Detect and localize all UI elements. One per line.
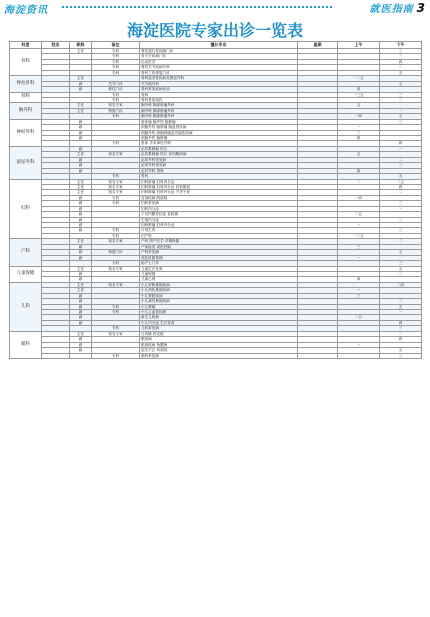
specialty-cell: 宫颈疾病 阴道镜 bbox=[140, 195, 298, 200]
title-cell: 主任 bbox=[70, 103, 92, 108]
specialty-cell: 骨科退变性疾病及微创外科 bbox=[140, 76, 298, 81]
afternoon-cell: 一 bbox=[380, 206, 422, 211]
col-note: 备注 bbox=[92, 42, 140, 49]
morning-cell: 一四 bbox=[338, 114, 380, 119]
title-cell: 副 bbox=[70, 348, 92, 353]
note-cell: 专科 bbox=[92, 141, 140, 146]
title-cell: 副 bbox=[70, 212, 92, 217]
afternoon-cell: 二四 bbox=[380, 282, 422, 287]
specialty-cell: 产科常见病 bbox=[140, 250, 298, 255]
afternoon-cell: 三 bbox=[380, 261, 422, 266]
schedule-table bbox=[9, 41, 422, 359]
specialty-cell: 新生儿疾病 bbox=[140, 315, 298, 320]
title-cell: 副 bbox=[70, 299, 92, 304]
specialty-cell: 小儿肾脏疾病 bbox=[140, 293, 298, 298]
morning-cell: 一四 bbox=[338, 195, 380, 200]
afternoon-cell: 五 bbox=[380, 348, 422, 353]
afternoon-cell: 三 bbox=[380, 326, 422, 331]
page-header bbox=[0, 0, 430, 14]
afternoon-cell: 三 bbox=[380, 353, 422, 358]
specialty-cell: 眼表疾病 角膜病 bbox=[140, 342, 298, 347]
title-cell bbox=[70, 353, 92, 358]
specialty-cell: 小儿呼吸系统疾病 bbox=[140, 282, 298, 287]
note-cell: 专科 bbox=[92, 97, 140, 102]
specialty-cell: 产前检查 高危妊娠 bbox=[140, 244, 298, 249]
col-afternoon: 下午 bbox=[380, 42, 422, 49]
note-cell: 专科 bbox=[92, 195, 140, 200]
note-cell: 特需门诊 bbox=[92, 250, 140, 255]
afternoon-cell: 二 bbox=[380, 299, 422, 304]
title-cell: 副 bbox=[70, 168, 92, 173]
dept-cell: 产科 bbox=[10, 239, 42, 266]
note-cell: 知名专家 bbox=[92, 103, 140, 108]
afternoon-cell: 三 bbox=[380, 49, 422, 54]
afternoon-cell: 二 bbox=[380, 331, 422, 336]
specialty-cell: 妇科肿瘤 妇科内分泌 不孕不育 bbox=[140, 190, 298, 195]
title-cell: 副 bbox=[70, 255, 92, 260]
col-name: 姓名 bbox=[42, 42, 70, 49]
table-row bbox=[10, 353, 422, 358]
morning-cell: 四 bbox=[338, 168, 380, 173]
note-cell: 脊柱门诊 bbox=[92, 87, 140, 92]
title-cell: 副 bbox=[70, 228, 92, 233]
specialty-cell: 妇科内分泌 bbox=[140, 206, 298, 211]
specialty-cell: 泌尿系肿瘤 结石 前列腺疾病 bbox=[140, 152, 298, 157]
title-cell: 副 bbox=[70, 81, 92, 86]
title-cell: 副 bbox=[70, 217, 92, 222]
title-cell: 主任 bbox=[70, 76, 92, 81]
title-cell: 副 bbox=[70, 206, 92, 211]
note-cell: 知名专家 bbox=[92, 190, 140, 195]
morning-cell: 一 bbox=[338, 125, 380, 130]
title-cell: 主任 bbox=[70, 266, 92, 271]
afternoon-cell: 四 bbox=[380, 141, 422, 146]
note-cell: 知名专家 bbox=[92, 282, 140, 287]
title-cell: 主任 bbox=[70, 49, 92, 54]
morning-cell: 四 bbox=[338, 87, 380, 92]
afternoon-cell: 二 bbox=[380, 157, 422, 162]
title-cell: 副 bbox=[70, 157, 92, 162]
afternoon-cell: 一 bbox=[380, 108, 422, 113]
page-title: 海淀医院专家出诊一览表 bbox=[126, 21, 303, 40]
dept-cell: 脊柱骨科 bbox=[10, 76, 42, 92]
title-cell: 副 bbox=[70, 223, 92, 228]
specialty-cell: 儿童心理 bbox=[140, 277, 298, 282]
morning-cell: 五 bbox=[338, 152, 380, 157]
specialty-cell: 颅脑外伤 脑肿瘤 脑血管疾病 bbox=[140, 125, 298, 130]
specialty-cell: 骨科骨质疏松 bbox=[140, 97, 298, 102]
specialty-cell: 小儿神经系统疾病 bbox=[140, 299, 298, 304]
afternoon-cell: 五 bbox=[380, 114, 422, 119]
note-cell: 专科 bbox=[92, 233, 140, 238]
specialty-cell: 计划生育 bbox=[140, 228, 298, 233]
morning-cell: 二 bbox=[338, 130, 380, 135]
title-cell: 副 bbox=[70, 125, 92, 130]
afternoon-cell: 五 bbox=[380, 81, 422, 86]
specialty-cell: 眼科常见病 bbox=[140, 353, 298, 358]
title-cell: 副 bbox=[70, 146, 92, 151]
title-cell: 副 bbox=[70, 293, 92, 298]
specialty-cell: 颅脑外伤 脑肿瘤 bbox=[140, 136, 298, 141]
note-cell: 专科 bbox=[92, 326, 140, 331]
morning-cell: 五 bbox=[338, 103, 380, 108]
title-cell: 副 bbox=[70, 163, 92, 168]
morning-cell: 一二五 bbox=[338, 233, 380, 238]
col-dept: 科室 bbox=[10, 42, 42, 49]
title-cell: 主任 bbox=[70, 184, 92, 189]
title-cell: 副 bbox=[70, 130, 92, 135]
specialty-cell: 胸外科 胸部肿瘤外科 bbox=[140, 108, 298, 113]
header-rule bbox=[62, 6, 332, 8]
note-cell: 知名专家 bbox=[92, 266, 140, 271]
specialty-cell: 白内障 青光眼 bbox=[140, 331, 298, 336]
specialty-cell: 胸外科 胸部肿瘤外科 bbox=[140, 103, 298, 108]
morning-cell: 三 bbox=[338, 244, 380, 249]
afternoon-cell: 五 bbox=[380, 70, 422, 75]
note-cell: 知名专家 bbox=[92, 184, 140, 189]
title-cell: 主任 bbox=[70, 288, 92, 293]
afternoon-cell: 四 bbox=[380, 337, 422, 342]
note-cell: 专科 bbox=[92, 353, 140, 358]
note-cell: 专科 bbox=[92, 65, 140, 70]
note-cell: 特需门诊 bbox=[92, 108, 140, 113]
afternoon-cell: 一 bbox=[380, 310, 422, 315]
specialty-cell: 垂体 手术神经外科 bbox=[140, 141, 298, 146]
col-title: 职称 bbox=[70, 42, 92, 49]
specialty-cell: 骨关节疾病门诊 bbox=[140, 54, 298, 59]
note-cell: 专科 bbox=[92, 70, 140, 75]
morning-cell: 四 bbox=[338, 136, 380, 141]
title-cell: 副 bbox=[70, 87, 92, 92]
afternoon-cell: 一 bbox=[380, 146, 422, 151]
specialty-cell: 小儿内分泌 生长发育 bbox=[140, 320, 298, 325]
morning-cell: 一 bbox=[338, 342, 380, 347]
afternoon-cell: 二 bbox=[380, 97, 422, 102]
morning-cell: 一 bbox=[338, 255, 380, 260]
specialty-cell: 助产士门诊 bbox=[140, 261, 298, 266]
specialty-cell: 小儿心血管疾病 bbox=[140, 310, 298, 315]
title-cell: 副 bbox=[70, 250, 92, 255]
title-cell: 副 bbox=[70, 136, 92, 141]
dept-cell: 妇科 bbox=[10, 179, 42, 239]
afternoon-cell: 三 bbox=[380, 201, 422, 206]
afternoon-cell: 三 bbox=[380, 163, 422, 168]
dept-cell: 泌尿外科 bbox=[10, 146, 42, 179]
afternoon-cell: 二 bbox=[380, 271, 422, 276]
title-cell: 副 bbox=[70, 320, 92, 325]
morning-cell bbox=[338, 353, 380, 358]
title-cell: 副 bbox=[70, 244, 92, 249]
morning-cell: 一 bbox=[338, 223, 380, 228]
section-label: 海淀资讯 bbox=[4, 5, 48, 16]
morning-cell: 二五 bbox=[338, 315, 380, 320]
specialty-cell: 产科 围产医学 孕期保健 bbox=[140, 239, 298, 244]
specialty-cell: 脊柱退行性疾病门诊 bbox=[140, 49, 298, 54]
afternoon-cell: 五 bbox=[380, 174, 422, 179]
note-cell: 知名专家 bbox=[92, 331, 140, 336]
morning-cell: 四 bbox=[338, 277, 380, 282]
title-cell: 主任 bbox=[70, 152, 92, 157]
afternoon-cell: 五 bbox=[380, 250, 422, 255]
title-cell: 副 bbox=[70, 119, 92, 124]
title-cell: 副 bbox=[70, 315, 92, 320]
dept-cell: 骨科 bbox=[10, 49, 42, 76]
note-cell: 专科 bbox=[92, 201, 140, 206]
specialty-cell: 屈光不正 斜弱视 bbox=[140, 348, 298, 353]
specialty-cell: 儿童生长发育 bbox=[140, 266, 298, 271]
note-cell: 专科 bbox=[92, 261, 140, 266]
col-morning: 上午 bbox=[338, 42, 380, 49]
morning-cell: 三 bbox=[338, 293, 380, 298]
name-cell bbox=[42, 353, 70, 358]
note-cell: 专科 bbox=[92, 114, 140, 119]
note-cell: 知名专家 bbox=[92, 152, 140, 157]
title-cell: 副 bbox=[70, 195, 92, 200]
note-cell: 知名专家 bbox=[92, 239, 140, 244]
afternoon-cell: 五 bbox=[380, 304, 422, 309]
afternoon-cell: 三 bbox=[380, 92, 422, 97]
title-cell: 副 bbox=[70, 337, 92, 342]
col-weekday: 星期 bbox=[298, 42, 338, 49]
specialty-cell: 高危妊娠管理 bbox=[140, 255, 298, 260]
specialty-cell: 骨科工伤康复门诊 bbox=[140, 70, 298, 75]
dept-cell: 胸外科 bbox=[10, 103, 42, 119]
specialty-cell: 泌尿外科常见病 bbox=[140, 157, 298, 162]
specialty-cell: 脊柱关节疾病专科 bbox=[140, 65, 298, 70]
morning-cell: 二 bbox=[338, 179, 380, 184]
title-cell: 副 bbox=[70, 304, 92, 309]
note-cell: 专科 bbox=[92, 228, 140, 233]
afternoon-cell: 四 bbox=[380, 320, 422, 325]
note-cell: 专科 bbox=[92, 310, 140, 315]
note-cell: 专科 bbox=[92, 174, 140, 179]
title-cell: 副 bbox=[70, 342, 92, 347]
specialty-cell: 儿童保健 bbox=[140, 271, 298, 276]
title-cell: 副 bbox=[70, 277, 92, 282]
col-specialty: 擅长专业 bbox=[140, 42, 298, 49]
title-cell: 主任 bbox=[70, 190, 92, 195]
specialty-cell: 泌尿系肿瘤 结石 bbox=[140, 146, 298, 151]
section-tag bbox=[370, 0, 426, 15]
dept-cell: 儿科 bbox=[10, 282, 42, 331]
afternoon-cell: 三 bbox=[380, 228, 422, 233]
specialty-cell: 骨科常见疾病诊治 bbox=[140, 87, 298, 92]
note-cell: 专科 bbox=[92, 49, 140, 54]
specialty-cell: 眼底病 bbox=[140, 337, 298, 342]
title-cell: 主任 bbox=[70, 239, 92, 244]
section-tag-text: 就医指南 bbox=[369, 4, 414, 15]
specialty-cell: 妇科常见病 bbox=[140, 201, 298, 206]
note-cell: 关节门诊 bbox=[92, 81, 140, 86]
title-cell: 主任 bbox=[70, 331, 92, 336]
note-cell: 专科 bbox=[92, 92, 140, 97]
specialty-cell: 妇科肿瘤 妇科内分泌 bbox=[140, 223, 298, 228]
specialty-cell: 妇产科 bbox=[140, 233, 298, 238]
table-body bbox=[10, 49, 422, 359]
dept-cell: 眼科 bbox=[10, 331, 42, 358]
afternoon-cell: 三 bbox=[380, 119, 422, 124]
dept-cell: 儿童保健 bbox=[10, 266, 42, 282]
specialty-cell: 小儿哮喘 bbox=[140, 304, 298, 309]
title-cell: 副 bbox=[70, 201, 92, 206]
afternoon-cell: 二 bbox=[380, 65, 422, 70]
specialty-cell: 颅脑外伤 颅脑肿瘤及功能性疾病 bbox=[140, 130, 298, 135]
afternoon-cell: 五 bbox=[380, 266, 422, 271]
dept-cell: 神经外科 bbox=[10, 119, 42, 146]
specialty-cell: 泌尿外科常见病 bbox=[140, 163, 298, 168]
afternoon-cell: 二 bbox=[380, 217, 422, 222]
afternoon-cell: 三 bbox=[380, 54, 422, 59]
specialty-cell: 子宫内膜异位症 盆腔痛 bbox=[140, 212, 298, 217]
specialty-cell: 关节镜外科 bbox=[140, 81, 298, 86]
dept-cell: 骨科 bbox=[10, 92, 42, 103]
afternoon-cell: 四 bbox=[380, 184, 422, 189]
specialty-cell: 运动医学 bbox=[140, 59, 298, 64]
page-number: 3 bbox=[416, 1, 426, 15]
afternoon-cell: 二五 bbox=[380, 179, 422, 184]
afternoon-cell: 二 bbox=[380, 190, 422, 195]
morning-cell: 一二五 bbox=[338, 76, 380, 81]
specialty-cell: 妇科肿瘤 妇科内分泌 bbox=[140, 179, 298, 184]
specialty-cell: 生殖内分泌 bbox=[140, 217, 298, 222]
specialty-cell: 儿科常见病 bbox=[140, 326, 298, 331]
specialty-cell: 妇科肿瘤 妇科内分泌 妇科微创 bbox=[140, 184, 298, 189]
afternoon-cell: 四 bbox=[380, 59, 422, 64]
title-cell: 副 bbox=[70, 271, 92, 276]
note-cell: 专科 bbox=[92, 54, 140, 59]
note-cell: 专科 bbox=[92, 304, 140, 309]
specialty-cell: 垂体瘤 脑外伤 脑肿瘤 bbox=[140, 119, 298, 124]
table-header-row bbox=[10, 42, 422, 49]
specialty-cell: 泌尿外科 男科 bbox=[140, 168, 298, 173]
specialty-cell: 骨科 bbox=[140, 92, 298, 97]
title-cell: 主任 bbox=[70, 179, 92, 184]
title-cell: 主任 bbox=[70, 282, 92, 287]
specialty-cell: 男科 bbox=[140, 174, 298, 179]
morning-cell: 一 bbox=[338, 288, 380, 293]
specialty-cell: 小儿消化系统疾病 bbox=[140, 288, 298, 293]
note-cell: 知名专家 bbox=[92, 179, 140, 184]
title-cell: 主任 bbox=[70, 108, 92, 113]
afternoon-cell: 二 bbox=[380, 239, 422, 244]
specialty-cell: 胸外科 胸部肿瘤外科 bbox=[140, 114, 298, 119]
morning-cell: 二五 bbox=[338, 212, 380, 217]
title-cell: 副 bbox=[70, 310, 92, 315]
weekday-cell bbox=[298, 353, 338, 358]
morning-cell: 一三五 bbox=[338, 92, 380, 97]
note-cell: 专科 bbox=[92, 59, 140, 64]
